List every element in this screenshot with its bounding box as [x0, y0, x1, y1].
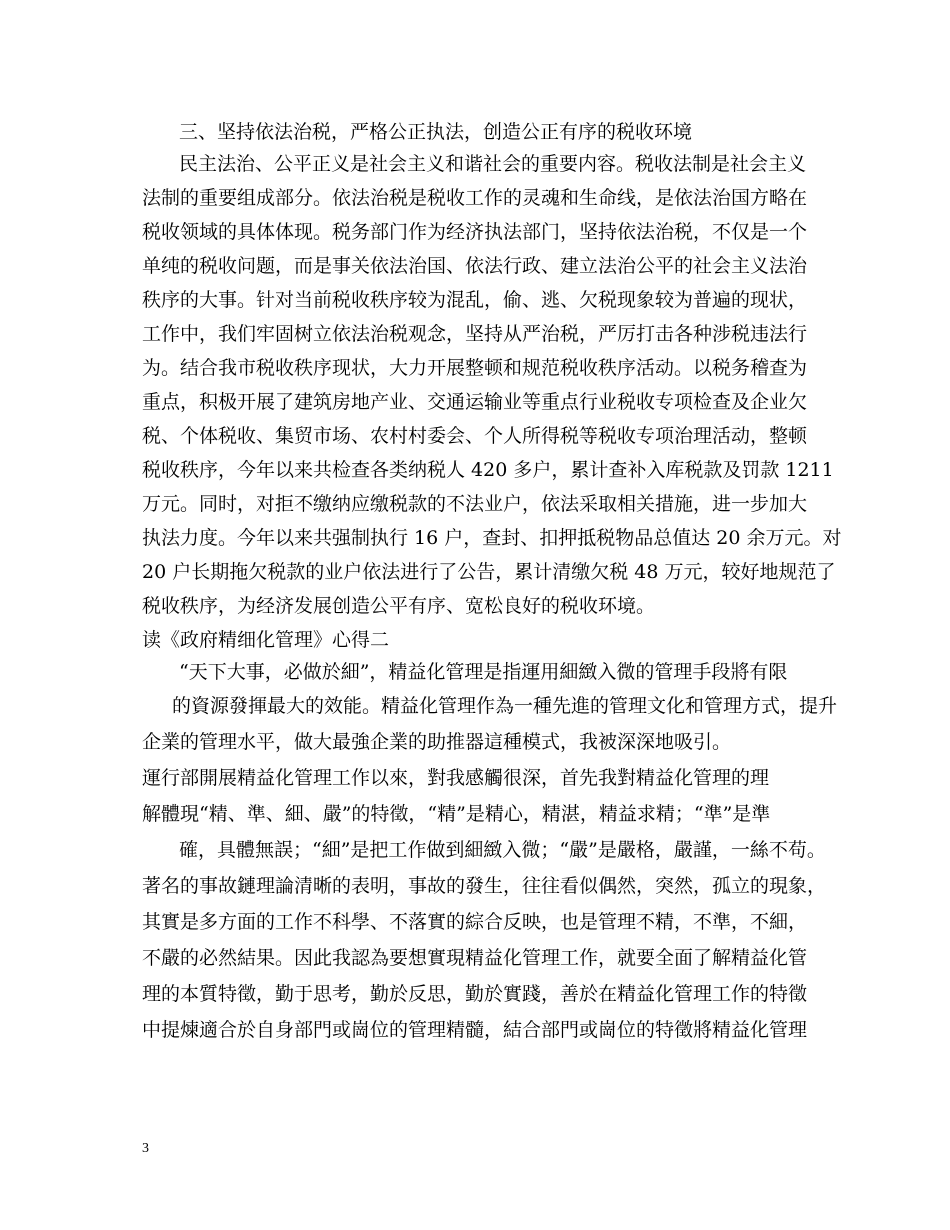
paragraph-line: 单纯的税收问题，而是事关依法治国、依法行政、建立法治公平的社会主义法治: [142, 255, 808, 277]
section-heading: “天下大事，必做於細”，精益化管理是指運用細緻入微的管理手段將有限: [179, 661, 788, 683]
paragraph-line: 確，具體無誤；“細”是把工作做到細緻入微；“嚴”是嚴格，嚴謹，一絲不苟。: [179, 839, 826, 861]
paragraph-line: 中提煉適合於自身部門或崗位的管理精髓，結合部門或崗位的特徵將精益化管理: [142, 1019, 808, 1041]
paragraph-line: 20 户长期拖欠税款的业户依法进行了公告，累计清缴欠税 48 万元，较好地规范了: [142, 561, 836, 583]
paragraph-line: 解體現“精、準、細、嚴”的特徵，“精”是精心，精湛，精益求精；“準”是準: [142, 803, 771, 825]
page-number: 3: [142, 1141, 149, 1156]
paragraph-line: 運行部開展精益化管理工作以來，對我感觸很深，首先我對精益化管理的理: [142, 767, 770, 789]
paragraph-line: 理的本質特徵，勤于思考，勤於反思，勤於實踐，善於在精益化管理工作的特徵: [142, 983, 808, 1005]
paragraph-line: 不嚴的必然結果。因此我認為要想實現精益化管理工作，就要全面了解精益化管: [142, 947, 808, 969]
paragraph-line: 其實是多方面的工作不科學、不落實的綜合反映，也是管理不精，不準，不細，: [142, 911, 808, 933]
paragraph-line: 税收领域的具体体现。税务部门作为经济执法部门，坚持依法治税，不仅是一个: [142, 221, 808, 243]
paragraph-line: 税收秩序，今年以来共检查各类纳税人 420 多户，累计查补入库税款及罚款 1211: [142, 459, 834, 481]
paragraph-line: 税、个体税收、集贸市场、农村村委会、个人所得税等税收专项治理活动，整顿: [142, 425, 808, 447]
paragraph-line: 执法力度。今年以来共强制执行 16 户，查封、扣押抵税物品总值达 20 余万元。对: [142, 527, 842, 549]
section-heading: 三、坚持依法治税，严格公正执法，创造公正有序的税收环境: [179, 121, 693, 143]
paragraph-line: 企業的管理水平，做大最強企業的助推器這種模式，我被深深地吸引。: [142, 731, 732, 753]
paragraph-line: 秩序的大事。针对当前税收秩序较为混乱，偷、逃、欠税现象较为普遍的现状，: [142, 289, 808, 311]
paragraph-line: 著名的事故鏈理論清晰的表明，事故的發生，往往看似偶然，突然，孤立的現象，: [142, 875, 827, 897]
paragraph-line: 税收秩序，为经济发展创造公平有序、宽松良好的税收环境。: [142, 595, 656, 617]
paragraph-line: 读《政府精细化管理》心得二: [142, 629, 390, 651]
paragraph-line: 万元。同时，对拒不缴纳应缴税款的不法业户，依法采取相关措施，进一步加大: [142, 493, 808, 515]
paragraph-line: 的資源發揮最大的效能。精益化管理作為一種先進的管理文化和管理方式，提升: [172, 695, 838, 717]
paragraph-line: 重点，积极开展了建筑房地产业、交通运输业等重点行业税收专项检查及企业欠: [142, 391, 808, 413]
paragraph-line: 法制的重要组成部分。依法治税是税收工作的灵魂和生命线，是依法治国方略在: [142, 187, 808, 209]
paragraph-line: 工作中，我们牢固树立依法治税观念，坚持从严治税，严厉打击各种涉税违法行: [142, 323, 808, 345]
paragraph-line: 民主法治、公平正义是社会主义和谐社会的重要内容。税收法制是社会主义: [179, 153, 807, 175]
paragraph-line: 为。结合我市税收秩序现状，大力开展整顿和规范税收秩序活动。以税务稽查为: [142, 357, 808, 379]
